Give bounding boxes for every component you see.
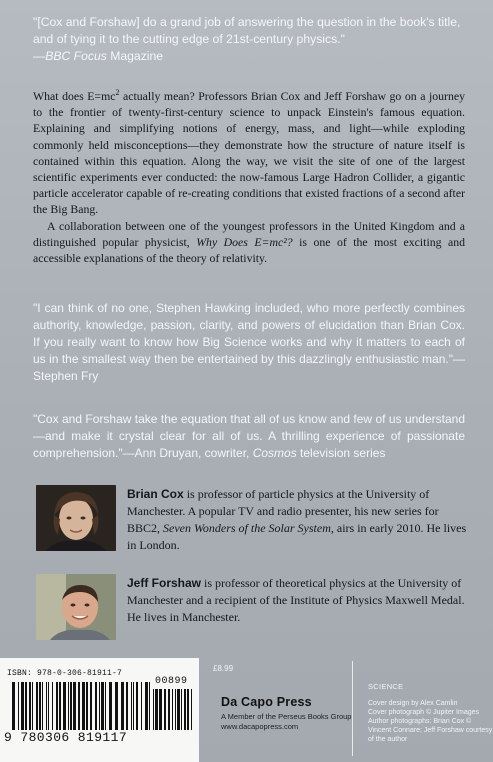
isbn-label: ISBN: 978-0-306-81911-7 xyxy=(7,669,123,678)
praise-ann-druyan: "Cox and Forshaw take the equation that all of us know and few of us understand—and make it crystal clear for all of us. A thrilling experience of passionate comprehension."—Ann Druyan, cowriter, Cosmos television series xyxy=(33,412,465,460)
publisher-name: Da Capo Press xyxy=(221,695,312,709)
praise-stephen-fry: "I can think of no one, Stephen Hawking included, who more perfectly combines authority, knowledge, passion, clarity, and powers of elucidation than Brian Cox. If you really want to know how Big Science works and why it matters to each of us in the smallest way then be entertained by this dazzlingly enthusiastic man."—Stephen Fry xyxy=(33,301,465,383)
barcode-digits: 9 780306 819117 xyxy=(4,730,128,745)
praise-bbc-focus-quote: "[Cox and Forshaw] do a grand job of answering the question in the book's title, and of tying it to the cutting edge of 21st-century physics." xyxy=(33,15,461,46)
barcode-price-code: 00899 xyxy=(155,676,188,687)
price: £8.99 xyxy=(213,664,234,673)
bio-jeff-forshaw: Jeff Forshaw is professor of theoretical physics at the University of Manchester and a recipient of the Institute of Physics Maxwell Medal. He lives in Manchester. xyxy=(127,576,465,624)
category-label: SCIENCE xyxy=(368,682,404,691)
divider xyxy=(352,661,353,756)
author-photo-jeff-forshaw xyxy=(36,574,116,640)
praise-bbc-focus-source: —BBC Focus Magazine xyxy=(33,49,164,63)
bio-brian-cox-name: Brian Cox xyxy=(127,487,184,501)
description-paragraph-2: A collaboration between one of the youngest professors in the United Kingdom and a distinguished popular physicist, Why Does E=mc²? is one of the most exciting and accessible explanations of the theory of relativity. xyxy=(33,218,466,266)
book-description xyxy=(33,88,465,266)
credit-line: of the author xyxy=(368,736,408,744)
publisher-member-line: A Member of the Perseus Books Group xyxy=(221,712,352,721)
cover-credits xyxy=(368,699,493,744)
bio-jeff-forshaw-name: Jeff Forshaw xyxy=(127,576,202,590)
credit-line: Cover design by Alex Camlin xyxy=(368,700,458,707)
praise-bbc-focus xyxy=(33,14,465,65)
credit-line: Cover photograph © Jupiter Images xyxy=(368,709,479,717)
publisher-url: www.dacapopress.com xyxy=(221,722,299,731)
bio-brian-cox: Brian Cox is professor of particle physics at the University of Manchester. A popular TV and radio presenter, his new series for BBC2, Seven Wonders of the Solar System, airs in early 2010. He lives in London. xyxy=(127,487,467,552)
price-barcode xyxy=(153,689,195,730)
description-paragraph-1: What does $E=mc^2$ actually mean? Professors Brian Cox and Jeff Forshaw go on a journey to the frontier of twenty-first-century science to unpack Einstein's famous equation. Explaining and simplifying notions of energy, mass, and light—while exploding commonly held misconceptions—they demonstrate how the structure of nature itself is contained within this equation. Along the way, we visit the site of one of the largest scientific experiments ever conducted: the now-famous Large Hadron Collider, a gigantic particle accelerator capable of re-creating conditions that existed fractions of a second after the Big Bang. xyxy=(33,88,465,217)
isbn-barcode xyxy=(12,682,150,730)
credit-line: Vincent Connare; Jeff Forshaw courtesy xyxy=(368,727,493,735)
credit-line: Author photographs: Brian Cox © xyxy=(368,718,472,726)
author-photo-brian-cox xyxy=(36,485,116,551)
